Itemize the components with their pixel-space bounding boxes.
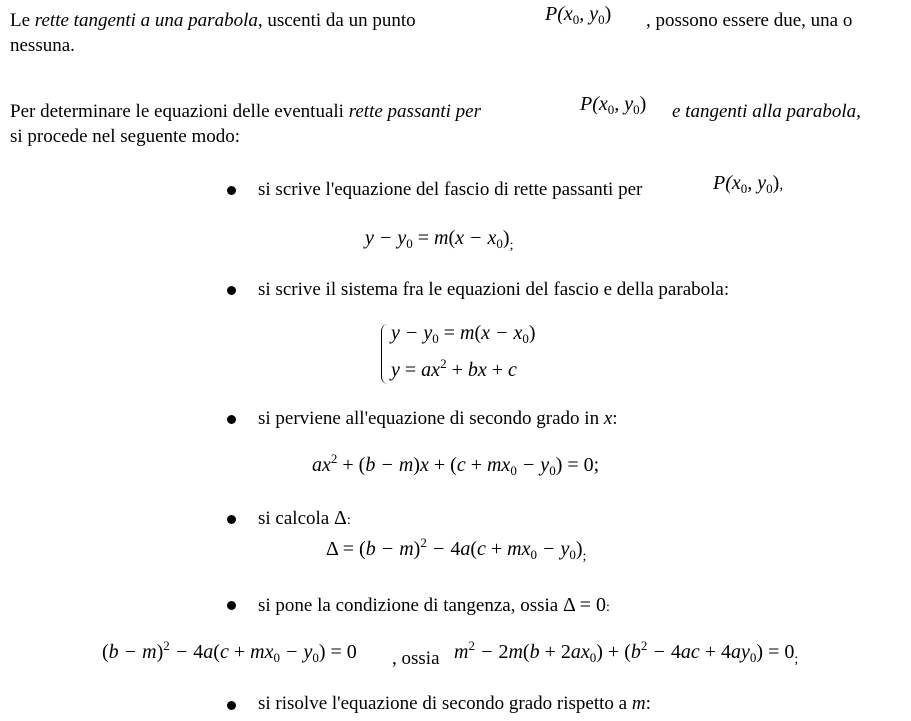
point-formula: $P(x_0$, $y_0$), [713,172,784,196]
bullet [227,186,236,195]
step-3-text: si perviene all'equazione di secondo grado in x: [258,408,618,429]
italic-text: rette passanti per [348,101,481,122]
bullet [227,286,236,295]
paragraph-2 [10,101,481,123]
bullet [227,601,236,610]
step-5-text: si pone la condizione di tangenza, ossia Δ = 0: [258,594,610,616]
second-degree-equation: $ax^2 + (b - m)x + (c + mx_0 - y_0) = 0$; [312,451,600,478]
system-brace [381,324,388,384]
paragraph-2-line2: si procede nel seguente modo: [10,126,241,147]
text: , uscenti da un punto [257,10,416,31]
step-6-text: si risolve l'equazione di secondo grado rispetto a m: [258,693,651,714]
bullet [227,701,236,710]
paragraph-1-line2: nessuna. [10,35,75,56]
fascio-equation: $y - y_0 = m(x - x_0)_;$ [365,227,514,253]
italic-text: rette tangenti a una parabola [34,10,258,31]
bullet [227,515,236,524]
tangency-equation-left: $(b - m)^2 - 4a(c + mx_0 - y_0) = 0$ [102,638,357,665]
system-line-2: $y = ax^2$ + bx + c [391,356,517,381]
point-formula: $P(x_0$, $y_0$) [545,3,612,27]
point-formula: $P(x_0$, $y_0$) [580,93,647,117]
text: Per determinare le equazioni delle eventuali [10,101,344,122]
delta-equation: $\Delta = (b - m)^2 - 4a(c + mx_0 - y_0)_;$ [326,535,587,564]
paragraph-1 [10,10,416,32]
text: Le [10,10,31,31]
tangency-equation-right: $m^2 - 2m(b + 2ax_0) + (b^2 - 4ac + 4ay_0) = 0_;$ [454,638,799,667]
bullet [227,415,236,424]
system-line-1: $y - y_0 = m(x - x_0)$ [391,322,536,346]
ossia-text: , ossia [392,648,440,669]
paragraph-1-end: , possono essere due, una o [646,10,853,31]
step-4-text: si calcola Δ: [258,507,351,529]
paragraph-2-italic: e tangenti alla parabola, [672,101,861,122]
step-1-text: si scrive l'equazione del fascio di rette passanti per [258,179,643,200]
step-2-text: si scrive il sistema fra le equazioni del fascio e della parabola: [258,279,730,300]
